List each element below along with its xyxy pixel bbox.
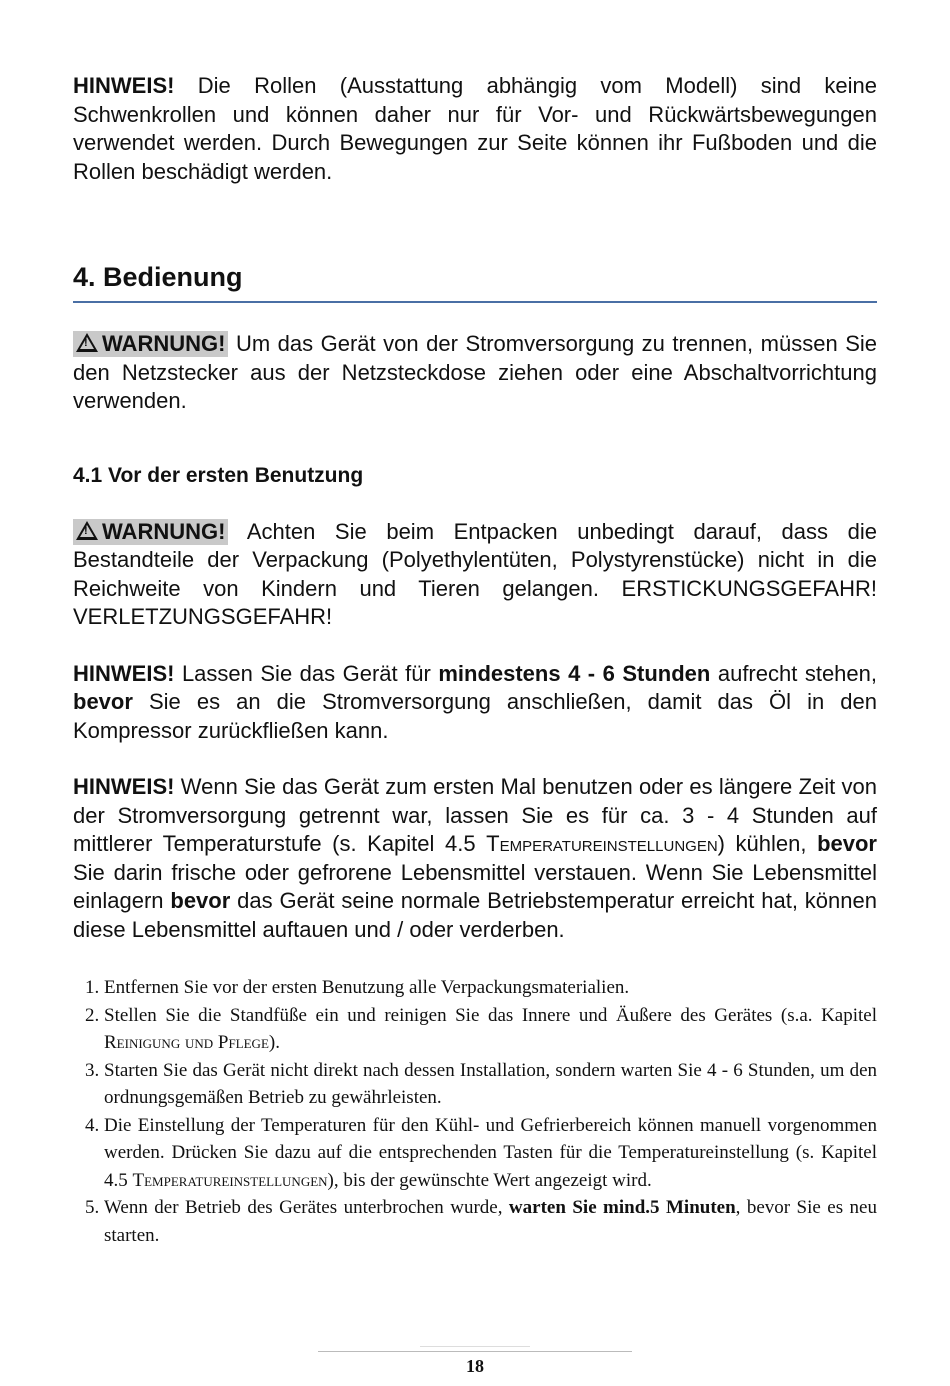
warning-text: Achten Sie beim Entpacken unbedingt darauf, dass die Bestandteile der Verpackung (Polyethylentüten, Polystyrenstücke) nicht in die Reichweite von Kindern und Tieren gelangen. ERSTICKUNGSGEFAHR! VERLETZUNGSGEFAHR! [73, 518, 877, 629]
warning-stromversorgung [73, 330, 877, 416]
list-item-text: Wenn der Betrieb des Gerätes unterbrochen wurde, [104, 1197, 509, 1218]
warning-badge [73, 331, 228, 357]
list-item-text: , bevor Sie es neu starten. [104, 1197, 877, 1246]
hinweis-erste-inbetriebnahme [73, 773, 877, 944]
hinweis-rollen [73, 72, 877, 186]
hinweis-label: HINWEIS! [73, 73, 175, 98]
list-item [104, 1112, 877, 1195]
list-item-text: Stellen Sie die Standfüße ein und reinigen Sie das Innere und Äußere des Gerätes (s.a. Kapitel [104, 1004, 877, 1026]
chapter-reference: Temperatureinstellungen [132, 1169, 328, 1191]
warning-label: WARNUNG! [102, 518, 226, 544]
hinweis-emphasis: bevor [170, 888, 231, 913]
hinweis-emphasis: mindestens 4 - 6 Stunden [438, 660, 711, 686]
hinweis-text: Lassen Sie das Gerät für [174, 660, 439, 686]
warning-verpackung [73, 518, 877, 632]
warning-triangle-icon [76, 521, 98, 540]
page-number: 18 [466, 1356, 484, 1376]
list-item-text: ), bis der gewünschte Wert angezeigt wird. [327, 1169, 652, 1191]
hinweis-emphasis: bevor [73, 689, 133, 714]
list-item [104, 974, 877, 1002]
hinweis-text: ) kühlen, [717, 831, 818, 856]
warning-label: WARNUNG! [102, 331, 226, 356]
warning-text: Um das Gerät von der Stromversorgung zu trennen, müssen Sie den Netzstecker aus der Netzsteckdose ziehen oder eine Abschaltvorrichtung verwenden. [73, 331, 877, 413]
chapter-reference: Reinigung und Pflege [104, 1032, 269, 1053]
manual-page [73, 70, 877, 1249]
hinweis-text: Sie darin frische oder gefrorene Lebensmittel verstauen. Wenn Sie Lebensmittel einlagern [73, 859, 877, 913]
list-item [104, 1057, 877, 1112]
list-item [104, 1002, 877, 1057]
list-item-emphasis: warten Sie mind.5 Minuten [508, 1197, 736, 1218]
footer-divider-top [420, 1346, 530, 1347]
hinweis-aufrecht [73, 660, 877, 746]
hinweis-label: HINWEIS! [73, 774, 175, 799]
hinweis-text: das Gerät seine normale Betriebstemperatur erreicht hat, können diese Lebensmittel auftauen und / oder verderben. [73, 888, 877, 942]
hinweis-text: Wenn Sie das Gerät zum ersten Mal benutzen oder es längere Zeit von der Stromversorgung getrennt war, lassen Sie es für ca. 3 - 4 Stunden auf mittlerer Temperaturstufe (s. Kapitel 4.5 [73, 774, 877, 856]
hinweis-text: Sie es an die Stromversorgung anschließen, damit das Öl in den Kompressor zurückfließen kann. [73, 689, 877, 743]
warning-triangle-icon [76, 333, 98, 352]
hinweis-label: HINWEIS! [73, 660, 175, 686]
chapter-reference: Temperatureinstellungen [486, 831, 718, 856]
hinweis-text: aufrecht stehen, [710, 660, 878, 686]
list-item-text: Die Einstellung der Temperaturen für den Kühl- und Gefrierbereich können manuell vorgenommen werden. Drücken Sie dazu auf die entsprechenden Tasten für die Temperatureinstellung (s. Kapitel 4.5 [104, 1114, 877, 1191]
list-item-text: Entfernen Sie vor der ersten Benutzung alle Verpackungsmaterialien. [104, 977, 630, 998]
footer-divider [318, 1351, 632, 1352]
list-item [104, 1194, 877, 1249]
hinweis-emphasis: bevor [817, 831, 877, 856]
list-item-text: ). [268, 1032, 280, 1053]
setup-steps-list [73, 974, 877, 1249]
hinweis-text: Die Rollen (Ausstattung abhängig vom Modell) sind keine Schwenkrollen und können daher nur für Vor- und Rückwärtsbewegungen verwendet werden. Durch Bewegungen zur Seite können ihr Fußboden und die Rollen beschädigt werden. [73, 73, 877, 184]
list-item-text: Starten Sie das Gerät nicht direkt nach dessen Installation, sondern warten Sie 4 - 6 Stunden, um den ordnungsgemäßen Betrieb zu gewährleisten. [104, 1059, 877, 1108]
section-heading-bedienung: 4. Bedienung [73, 262, 877, 303]
subsection-heading-erste-benutzung: 4.1 Vor der ersten Benutzung [73, 463, 364, 487]
warning-badge [73, 519, 228, 545]
